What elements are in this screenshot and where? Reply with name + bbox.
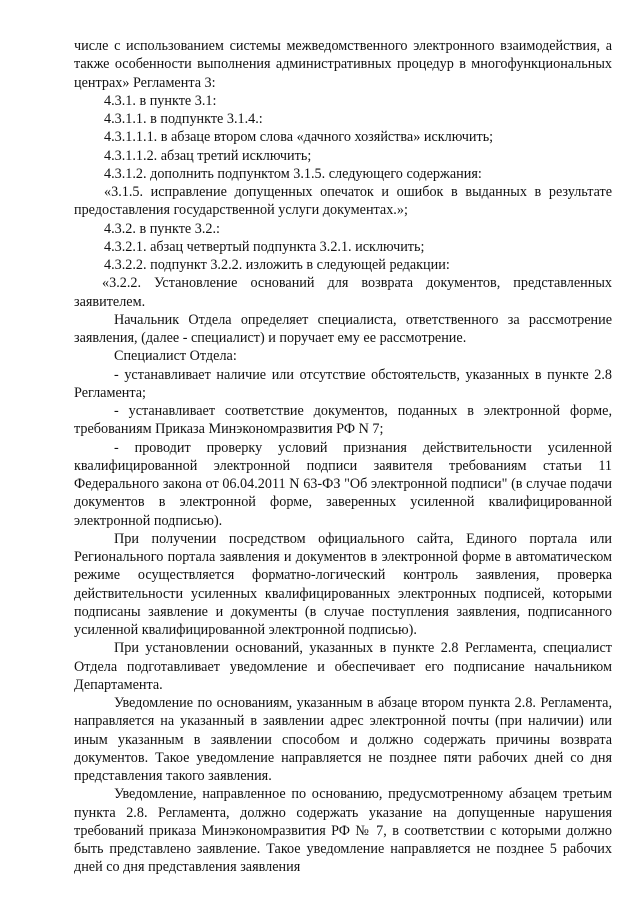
paragraph-14: - устанавливает наличие или отсутствие обстоятельств, указанных в пункте 2.8 Регламента; (74, 366, 612, 401)
paragraph-19: Уведомление по основаниям, указанным в абзаце втором пункта 2.8. Регламента, направляется на указанный в заявлении адрес электронной почты (при наличии) или иным указанным в заявлении способом и должно содержать причины возврата документов. Такое уведомление направляется не позднее пяти рабочих дней со дня представления такого заявления. (74, 695, 612, 784)
paragraph-8: 4.3.2. в пункте 3.2.: (104, 220, 220, 237)
paragraph-7: «3.1.5. исправление допущенных опечаток и ошибок в выданных в результате предоставления государственной услуги документах.»; (74, 184, 612, 219)
paragraph-11: «3.2.2. Установление оснований для возврата документов, представленных заявителем. (74, 275, 612, 310)
paragraph-1: числе с использованием системы межведомственного электронного взаимодействия, а также особенности выполнения административных процедур в многофункциональных центрах» Регламента 3: (74, 38, 612, 91)
paragraph-20: Уведомление, направленное по основанию, предусмотренному абзацем третьим пункта 2.8. Регламента, должно содержать указание на допущенные нарушения требований приказа Минэкономразвития РФ № 7, в соответствии с которыми должно быть представлено заявление. Такое уведомление направляется не позднее 5 рабочих дней со дня представления заявления (74, 786, 612, 876)
paragraph-17: При получении посредством официального сайта, Единого портала или Регионального портала заявления и документов в электронной форме в автоматическом режиме осуществляется форматно-логический контроль заявления, проверка действительности усиленных квалифицированных электронных подписей, которыми подписаны заявление и документы (в случае поступления заявления, подписанного усиленной квалифицированной электронной подписью). (74, 530, 612, 638)
paragraph-16: - проводит проверку условий признания действительности усиленной квалифицированной электронной подписи заявителя требованиям статьи 11 Федерального закона от 06.04.2011 N 63-ФЗ "Об электронной подписи" (в случае подачи документов в электронной форме, заверенных усиленной квалифицированной электронной подписью). (74, 439, 612, 529)
paragraph-13: Специалист Отдела: (114, 348, 237, 365)
paragraph-2: 4.3.1. в пункте 3.1: (104, 92, 217, 109)
paragraph-10: 4.3.2.2. подпункт 3.2.2. изложить в следующей редакции: (104, 257, 450, 273)
paragraph-3: 4.3.1.1. в подпункте 3.1.4.: (104, 111, 263, 127)
paragraph-12: Начальник Отдела определяет специалиста, ответственного за рассмотрение заявления, (далее - специалист) и поручает ему ее рассмотрение. (74, 311, 612, 346)
paragraph-18: При установлении оснований, указанных в пункте 2.8 Регламента, специалист Отдела подготавливает уведомление и обеспечивает его подписание начальником Департамента. (74, 640, 612, 693)
document-page (74, 37, 612, 877)
paragraph-4: 4.3.1.1.1. в абзаце втором слова «дачного хозяйства» исключить; (104, 129, 494, 146)
paragraph-5: 4.3.1.1.2. абзац третий исключить; (104, 147, 312, 164)
paragraph-15: - устанавливает соответствие документов, поданных в электронной форме, требованиям Приказа Минэкономразвития РФ N 7; (74, 403, 612, 438)
paragraph-6: 4.3.1.2. дополнить подпунктом 3.1.5. следующего содержания: (104, 165, 482, 182)
paragraph-9: 4.3.2.1. абзац четвертый подпункта 3.2.1. исключить; (104, 238, 425, 255)
